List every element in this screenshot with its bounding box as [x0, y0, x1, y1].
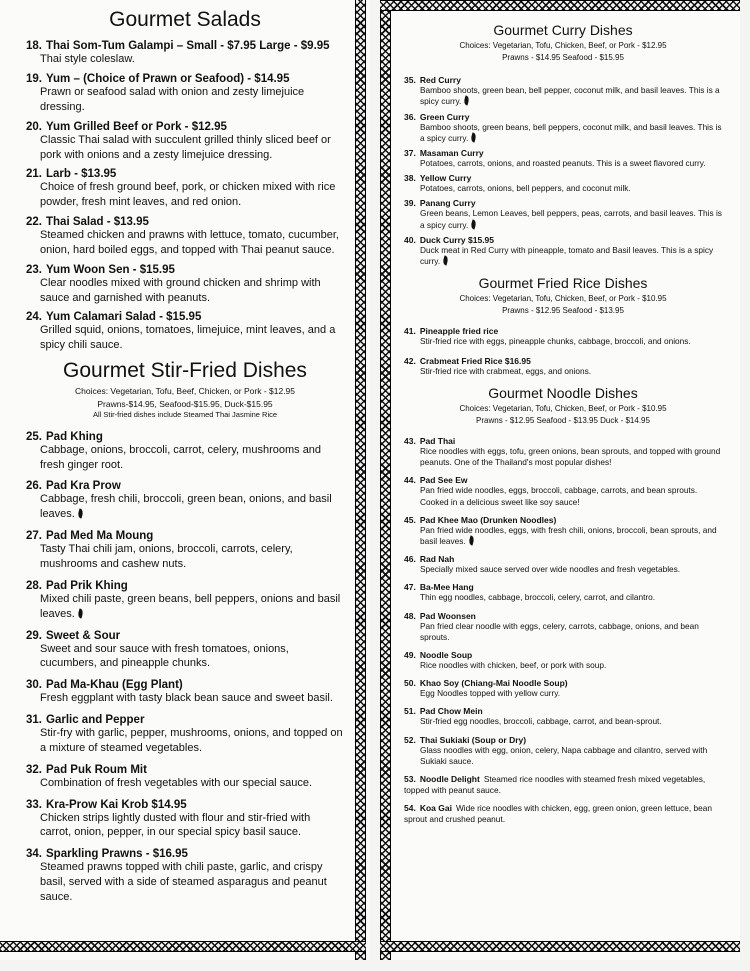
menu-item-number: 50. [404, 678, 416, 689]
menu-item-name: Red Curry [419, 75, 461, 86]
left-menu-page [0, 0, 370, 960]
menu-item-description: Rice noodles with eggs, tofu, green onions, bean sprouts, and topped with ground peanuts. One of the Thailand's most popular dishes! [420, 446, 721, 468]
menu-item-description-wrap [404, 245, 722, 267]
menu-item-number: 20. [26, 120, 42, 133]
menu-item-title [26, 480, 344, 492]
menu-item [404, 235, 722, 267]
menu-item-number: 48. [404, 610, 416, 621]
menu-item-description: Stir-fry with garlic, pepper, mushrooms, onions, and topped on a mixture of steamed vegetables. [40, 727, 343, 754]
menu-item-description: Rice noodles with chicken, beef, or pork with soup. [420, 659, 607, 670]
menu-item-title [404, 198, 722, 208]
menu-item [26, 679, 344, 706]
menu-item-number: 23. [26, 263, 42, 276]
menu-item [404, 515, 722, 547]
menu-item-description-wrap [404, 85, 722, 107]
menu-item [404, 173, 722, 194]
menu-item [26, 848, 344, 905]
menu-item-number: 42. [404, 355, 416, 366]
menu-item [404, 803, 722, 825]
menu-item [404, 475, 722, 507]
menu-item-number: 46. [404, 554, 416, 565]
friedrice-list [404, 326, 722, 376]
menu-item-description-wrap [26, 52, 344, 67]
menu-item-title [404, 515, 722, 525]
menu-item-description-wrap [404, 366, 722, 377]
menu-item [404, 582, 722, 603]
menu-item-description: Cabbage, onions, broccoli, carrot, celery, mushrooms and fresh ginger root. [40, 443, 322, 471]
menu-item-description-wrap [404, 688, 722, 699]
menu-item-description: Duck meat in Red Curry with pineapple, tomato and Basil leaves. This is a spicy curry. [420, 244, 714, 266]
menu-item [26, 764, 344, 791]
menu-item [26, 264, 344, 306]
menu-item-number: 25. [26, 430, 42, 443]
menu-item-number: 54. [404, 803, 416, 814]
menu-item [404, 198, 722, 230]
menu-item [26, 799, 344, 841]
menu-item-description: Pan fried clear noodle with eggs, celery, carrots, cabbage, onions, and bean sprouts. [420, 620, 699, 642]
menu-item-title [26, 431, 344, 443]
menu-item-description-wrap [404, 208, 722, 230]
menu-item-description-wrap [26, 133, 344, 163]
menu-item-description: Steamed prawns topped with chili paste, garlic, and crispy basil, served with a side of steamed asparagus and peanut sauce. [40, 861, 327, 903]
menu-item-name: Pad Med Ma Moung [46, 530, 154, 543]
menu-item [404, 436, 722, 468]
stirfry-note: All Stir-fried dishes include Steamed Thai Jasmine Rice [92, 409, 278, 419]
menu-item-title [404, 173, 722, 183]
menu-item-description: Cabbage, fresh chili, broccoli, green bean, onions, and basil leaves. [40, 493, 332, 521]
menu-item-description-wrap [26, 443, 344, 473]
menu-item [404, 75, 722, 107]
menu-item-description-wrap [404, 336, 722, 347]
menu-item-name: Duck Curry $15.95 [419, 234, 495, 245]
decorative-border-right [355, 0, 366, 960]
menu-item-description: Classic Thai salad with succulent grilled thinly sliced beef or pork with onions and a zesty limejuice dressing. [40, 133, 331, 161]
menu-item-name: Kra-Prow Kai Krob $14.95 [46, 798, 187, 811]
menu-item-number: 34. [26, 848, 42, 861]
menu-item-description-wrap [404, 621, 722, 643]
menu-item-number: 45. [404, 514, 416, 525]
menu-item-number: 29. [26, 629, 42, 642]
menu-item-title [404, 148, 722, 158]
menu-item-description: Clear noodles mixed with ground chicken and shrimp with sauce and garnished with peanuts. [40, 276, 321, 304]
menu-item-name: Pad Khee Mao (Drunken Noodles) [419, 514, 557, 525]
menu-item [404, 774, 722, 796]
menu-item-description: Bamboo shoots, green beans, bell peppers, coconut milk, and basil leaves. This is a spicy curry. [420, 121, 722, 143]
menu-item [26, 480, 344, 522]
menu-item [404, 356, 722, 377]
menu-item-description: Choice of fresh ground beef, pork, or chicken mixed with rice powder, fresh mint leaves, and red onion. [40, 181, 336, 209]
menu-item-title [26, 311, 344, 323]
menu-item-description: Egg Noodles topped with yellow curry. [420, 688, 561, 699]
menu-item-number: 36. [404, 111, 416, 122]
decorative-border-top [380, 0, 740, 11]
curry-list [404, 75, 722, 267]
menu-item-description: Prawn or seafood salad with onion and zesty limejuice dressing. [40, 85, 305, 113]
menu-item [404, 554, 722, 575]
decorative-border-left [380, 0, 391, 960]
menu-item-description-wrap [404, 122, 722, 144]
menu-item [26, 168, 344, 210]
menu-item-name: Yum – (Choice of Prawn or Seafood) - $14.95 [46, 72, 290, 85]
menu-item-description: Glass noodles with egg, onion, celery, Napa cabbage and cilantro, served with Sukiaki sauce. [420, 744, 708, 766]
menu-item-name: Pad Chow Mein [419, 706, 483, 717]
menu-item-number: 41. [404, 326, 416, 337]
menu-item-title [404, 112, 722, 122]
menu-item-description-wrap [26, 323, 344, 353]
menu-item-title [404, 475, 722, 485]
menu-item-name: Larb - $13.95 [46, 168, 117, 181]
menu-item-description: Wide rice noodles with chicken, egg, green onion, green lettuce, bean sprout and crushed peanut. [404, 803, 712, 825]
menu-item-description-wrap [26, 180, 344, 210]
menu-item-name: Pad Khing [46, 430, 103, 443]
menu-item-description: Sweet and sour sauce with fresh tomatoes, onions, cucumbers, and pineapple chunks. [40, 642, 289, 670]
menu-item-name: Panang Curry [419, 198, 476, 209]
menu-item-description: Combination of fresh vegetables with our special sauce. [40, 776, 313, 789]
menu-item-title [26, 121, 344, 133]
menu-item-title [26, 216, 344, 228]
noodle-prices-text: Prawns - $12.95 Seafood - $13.95 Duck - $14.95 [476, 415, 650, 425]
menu-item-description: Green beans, Lemon Leaves, bell peppers, peas, carrots, and basil leaves. This is a spicy curry. [420, 208, 722, 230]
menu-item-name: Pad Prik Khing [46, 579, 128, 592]
menu-item-name: Noodle Soup [419, 649, 473, 660]
menu-item-description-wrap [26, 492, 344, 522]
chili-pepper-icon [470, 132, 478, 142]
menu-item-name: Pineapple fried rice [419, 326, 499, 337]
menu-item-title [26, 679, 344, 691]
menu-item [26, 121, 344, 163]
menu-item-title [404, 706, 722, 716]
menu-item-number: 33. [26, 798, 42, 811]
menu-item-description-wrap [404, 564, 722, 575]
noodle-list [404, 436, 722, 826]
menu-item-title [26, 40, 344, 52]
menu-item [404, 326, 722, 347]
chili-pepper-icon [76, 509, 84, 519]
menu-item-number: 21. [26, 168, 42, 181]
menu-item-description-wrap [26, 592, 344, 622]
menu-item-number: 53. [404, 773, 416, 784]
menu-item-name: Pad Ma-Khau (Egg Plant) [46, 679, 183, 692]
menu-item-description-wrap [404, 525, 722, 547]
menu-item-title [26, 530, 344, 542]
menu-item-description: Potatoes, carrots, onions, and roasted peanuts. This is a sweet flavored curry. [420, 158, 706, 169]
menu-item-number: 31. [26, 714, 42, 727]
chili-pepper-icon [463, 96, 471, 106]
left-page-content [26, 8, 344, 913]
noodle-title: Gourmet Noodle Dishes [488, 384, 638, 401]
menu-item-description: Grilled squid, onions, tomatoes, limejuice, mint leaves, and a spicy chili sauce. [40, 324, 336, 352]
menu-item [26, 216, 344, 258]
menu-item-description-wrap [26, 642, 344, 672]
menu-item-description: Stir-fried egg noodles, broccoli, cabbage, carrot, and bean-sprout. [420, 716, 662, 727]
curry-prices-text: Prawns - $14.95 Seafood - $15.95 [502, 52, 624, 62]
menu-item-title [404, 611, 722, 621]
menu-item-description: Stir-fried rice with eggs, pineapple chunks, cabbage, broccoli, and onions. [420, 336, 691, 347]
menu-item-title [404, 650, 722, 660]
menu-item-description-wrap [404, 183, 722, 194]
menu-item [404, 148, 722, 169]
menu-item-title [26, 799, 344, 811]
menu-item-number: 24. [26, 311, 42, 324]
menu-item-number: 52. [404, 734, 416, 745]
menu-item-number: 19. [26, 72, 42, 85]
stirfry-prices-text: Prawns-$14.95, Seafood-$15.95, Duck-$15.95 [97, 398, 273, 409]
menu-item-name: Sparkling Prawns - $16.95 [46, 848, 188, 861]
menu-item-name: Pad Thai [419, 436, 456, 447]
menu-item-number: 37. [404, 148, 416, 159]
curry-choices [404, 40, 722, 63]
menu-item-number: 26. [26, 480, 42, 493]
menu-item-name: Pad Kra Prow [46, 480, 121, 493]
menu-item [26, 530, 344, 572]
menu-item-title [404, 735, 722, 745]
menu-item-name: Thai Som-Tum Galampi – Small - $7.95 Large - $9.95 [46, 40, 330, 53]
menu-item-name: Masaman Curry [419, 148, 484, 159]
menu-item-title [26, 714, 344, 726]
menu-item-description-wrap [404, 485, 722, 507]
menu-item-number: 32. [26, 763, 42, 776]
menu-item-name: Yum Woon Sen - $15.95 [46, 263, 175, 276]
menu-item [26, 714, 344, 756]
menu-item-number: 38. [404, 173, 416, 184]
right-page-content [404, 22, 722, 833]
menu-item [404, 678, 722, 699]
menu-item-description-wrap [404, 592, 722, 603]
stirfry-title: Gourmet Stir-Fried Dishes [63, 359, 307, 383]
decorative-border-bottom [0, 941, 366, 952]
menu-item-name: Rad Nah [419, 554, 455, 565]
friedrice-choices [404, 293, 722, 316]
menu-item-description: Steamed rice noodles with steamed fresh mixed vegetables, topped with peanut sauce. [404, 773, 706, 796]
menu-item-title [404, 774, 722, 796]
salads-title: Gourmet Salads [109, 8, 261, 31]
menu-item-description: Steamed chicken and prawns with lettuce, tomato, cucumber, onion, hard boiled eggs, and topped with Thai peanut sauce. [40, 229, 339, 256]
menu-item [26, 73, 344, 115]
menu-item-title [26, 264, 344, 276]
menu-item [26, 40, 344, 67]
menu-item-name: Sweet & Sour [46, 629, 121, 642]
menu-item-description: Tasty Thai chili jam, onions, broccoli, carrots, celery, mushrooms and cashew nuts. [40, 543, 293, 570]
friedrice-prices-text: Prawns - $12.95 Seafood - $13.95 [502, 305, 624, 315]
right-menu-page [380, 0, 740, 960]
menu-item-title [404, 803, 722, 825]
menu-item-description-wrap [26, 860, 344, 905]
menu-item [404, 735, 722, 767]
menu-item-name: Green Curry [419, 111, 470, 122]
menu-item-description: Pan fried wide noodles, eggs, with fresh chili, onions, broccoli, bean sprouts, and basil leaves. [420, 524, 717, 547]
menu-item-description-wrap [404, 446, 722, 468]
menu-item-name: Pad See Ew [419, 475, 468, 486]
menu-item-number: 40. [404, 234, 416, 245]
menu-item-name: Pad Puk Roum Mit [46, 763, 147, 776]
decorative-border-bottom [380, 941, 740, 952]
menu-item-description-wrap [404, 745, 722, 767]
menu-item-number: 27. [26, 530, 42, 543]
menu-item-description-wrap [404, 660, 722, 671]
menu-item-title [26, 73, 344, 85]
menu-item [404, 611, 722, 643]
menu-item-number: 49. [404, 649, 416, 660]
menu-item [404, 112, 722, 144]
chili-pepper-icon [442, 255, 450, 265]
menu-item-description: Mixed chili paste, green beans, bell peppers, onions and basil leaves. [40, 592, 341, 620]
menu-item-name: Pad Woonsen [419, 610, 476, 621]
menu-item-number: 51. [404, 706, 416, 717]
menu-item-name: Thai Salad - $13.95 [46, 216, 149, 229]
chili-pepper-icon [470, 219, 478, 229]
menu-item-description: Bamboo shoots, green bean, bell pepper, coconut milk, and basil leaves. This is a spicy curry. [420, 85, 720, 107]
menu-item-title [404, 554, 722, 564]
menu-item-description-wrap [26, 691, 344, 706]
menu-item-title [26, 764, 344, 776]
menu-item-number: 39. [404, 198, 416, 209]
friedrice-choices-text: Choices: Vegetarian, Tofu, Chicken, Beef, or Pork - $10.95 [459, 294, 667, 304]
menu-item-name: Yum Grilled Beef or Pork - $12.95 [46, 120, 227, 133]
menu-item-number: 28. [26, 579, 42, 592]
menu-item-description-wrap [26, 811, 344, 841]
menu-item-description-wrap [404, 158, 722, 169]
menu-item-number: 35. [404, 75, 416, 86]
menu-item-title [26, 848, 344, 860]
menu-item-title [26, 580, 344, 592]
menu-item [26, 311, 344, 353]
menu-item-description: Stir-fried rice with crabmeat, eggs, and onions. [420, 365, 592, 376]
menu-item-title [26, 168, 344, 180]
menu-item [404, 650, 722, 671]
curry-title: Gourmet Curry Dishes [493, 22, 633, 38]
menu-item-name: Ba-Mee Hang [419, 582, 474, 593]
menu-item-number: 47. [404, 582, 416, 593]
menu-item-description-wrap [26, 276, 344, 306]
menu-item-description-wrap [26, 776, 344, 791]
menu-item-title [404, 326, 722, 336]
stirfry-choices [26, 385, 344, 421]
menu-item-name: Yellow Curry [419, 173, 472, 184]
menu-item-description-wrap [26, 85, 344, 115]
menu-item-title [404, 678, 722, 688]
noodle-choices-text: Choices: Vegetarian, Tofu, Chicken, Beef, or Pork - $10.95 [459, 403, 667, 413]
menu-item-description: Pan fried wide noodles, eggs, broccoli, cabbage, carrots, and bean sprouts. Cooked in a delicious sweet like soy sauce! [420, 485, 698, 507]
stirfry-choices-text: Choices: Vegetarian, Tofu, Beef, Chicken, or Pork - $12.95 [74, 386, 296, 397]
salads-list [26, 40, 344, 353]
menu-item [26, 431, 344, 473]
menu-item-number: 30. [26, 679, 42, 692]
menu-item-name: Thai Sukiaki (Soup or Dry) [419, 734, 527, 745]
menu-item-number: 22. [26, 216, 42, 229]
menu-item-title [404, 235, 722, 245]
friedrice-title: Gourmet Fried Rice Dishes [478, 275, 648, 292]
menu-item-description: Thai style coleslaw. [40, 53, 135, 66]
menu-item-description: Chicken strips lightly dusted with flour and stir-fried with carrot, onion, pepper, in our special spicy basil sauce. [40, 811, 311, 839]
stirfry-list [26, 431, 344, 905]
menu-item-title [404, 75, 722, 85]
menu-item-number: 44. [404, 475, 416, 486]
menu-item-description: Potatoes, carrots, onions, bell peppers, and coconut milk. [420, 183, 631, 194]
menu-item-description-wrap [26, 726, 344, 756]
chili-pepper-icon [76, 608, 84, 618]
menu-item-description: Fresh eggplant with tasty black bean sauce and sweet basil. [40, 692, 333, 705]
menu-item-name: Koa Gai [419, 803, 452, 814]
curry-choices-text: Choices: Vegetarian, Tofu, Chicken, Beef, or Pork - $12.95 [459, 41, 667, 51]
menu-item-title [26, 630, 344, 642]
menu-item-description-wrap [404, 716, 722, 727]
menu-item-title [404, 356, 722, 366]
menu-item [26, 630, 344, 672]
menu-item-title [404, 582, 722, 592]
menu-item-name: Noodle Delight [419, 773, 480, 784]
menu-item-number: 18. [26, 40, 42, 53]
menu-item-name: Khao Soy (Chiang-Mai Noodle Soup) [419, 678, 568, 689]
menu-item-number: 43. [404, 436, 416, 447]
menu-item-name: Garlic and Pepper [46, 714, 145, 727]
noodle-choices [404, 403, 722, 426]
menu-item [26, 580, 344, 622]
menu-item-name: Yum Calamari Salad - $15.95 [46, 311, 202, 324]
menu-item-title [404, 436, 722, 446]
menu-item-name: Crabmeat Fried Rice $16.95 [419, 355, 531, 366]
menu-item [404, 706, 722, 727]
menu-item-description-wrap [26, 542, 344, 572]
menu-item-description-wrap [26, 228, 344, 258]
menu-item-description: Thin egg noodles, cabbage, broccoli, celery, carrot, and cilantro. [420, 592, 656, 603]
menu-item-description: Specially mixed sauce served over wide noodles and fresh vegetables. [420, 564, 681, 575]
chili-pepper-icon [467, 535, 475, 545]
